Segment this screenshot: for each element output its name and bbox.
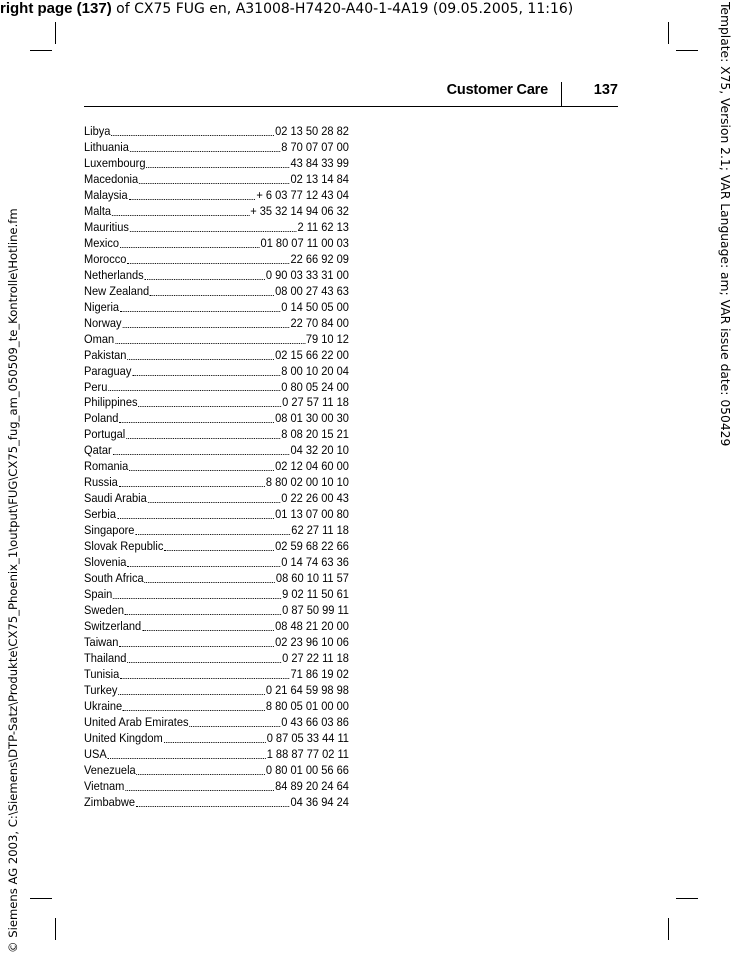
dot-leader — [117, 518, 274, 519]
country-name: Romania — [84, 459, 129, 474]
hotline-row — [84, 332, 349, 348]
document-info: of CX75 FUG en, A31008-H7420-A40-1-4A19 (09.05.2005, 11:16) — [111, 1, 574, 17]
dot-leader — [164, 550, 274, 551]
dot-leader — [115, 343, 305, 344]
country-name: Morocco — [84, 251, 127, 266]
country-name: Luxembourg — [84, 155, 146, 170]
hotline-row — [84, 539, 349, 555]
hotline-row — [84, 507, 349, 523]
hotline-row — [84, 603, 349, 619]
page-header — [84, 82, 618, 107]
dot-leader — [135, 534, 290, 535]
country-name: Paraguay — [84, 363, 132, 378]
crop-mark — [668, 918, 669, 940]
dot-leader — [118, 694, 265, 695]
hotline-row — [84, 316, 349, 332]
dot-leader — [139, 183, 290, 184]
country-name: Macedonia — [84, 171, 139, 186]
crop-mark — [55, 22, 56, 44]
dot-leader — [123, 710, 265, 711]
crop-mark — [668, 22, 669, 44]
phone-number: 22 70 84 00 — [290, 315, 349, 330]
dot-leader — [112, 215, 249, 216]
country-name: Mauritius — [84, 219, 129, 234]
hotline-row — [84, 236, 349, 252]
phone-number: 0 14 50 05 00 — [281, 299, 349, 314]
country-name: South Africa — [84, 571, 144, 586]
phone-number: 0 27 57 11 18 — [282, 395, 349, 410]
country-name: Norway — [84, 315, 122, 330]
country-name: Mexico — [84, 235, 120, 250]
country-name: Malaysia — [84, 187, 128, 202]
hotline-row — [84, 619, 349, 635]
country-name: Pakistan — [84, 347, 127, 362]
country-name: United Arab Emirates — [84, 714, 189, 729]
country-name: United Kingdom — [84, 730, 163, 745]
phone-number: 0 43 66 03 86 — [281, 714, 349, 729]
phone-number: 43 84 33 99 — [290, 155, 349, 170]
country-name: Venezuela — [84, 762, 136, 777]
country-name: Oman — [84, 331, 115, 346]
dot-leader — [127, 263, 289, 264]
hotline-row — [84, 284, 349, 300]
country-name: Qatar — [84, 443, 112, 458]
country-name: Taiwan — [84, 635, 119, 649]
hotline-row — [84, 475, 349, 491]
phone-number: 0 21 64 59 98 98 — [265, 682, 349, 697]
crop-mark — [676, 50, 698, 51]
country-name: Spain — [84, 587, 113, 602]
phone-number: 8 80 02 00 10 10 — [265, 475, 349, 490]
hotline-row — [84, 459, 349, 475]
phone-number: 8 00 10 20 04 — [281, 363, 349, 378]
phone-number: 02 13 14 84 — [290, 171, 349, 186]
section-title: Customer Care — [446, 82, 548, 98]
country-name: Tunisia — [84, 666, 120, 681]
phone-number: 0 22 26 00 43 — [281, 491, 349, 506]
phone-number: 02 23 96 10 06 — [275, 635, 349, 649]
country-name: Philippines — [84, 395, 138, 410]
country-name: Singapore — [84, 523, 135, 538]
hotline-row — [84, 124, 349, 140]
crop-mark — [30, 50, 52, 51]
hotline-row — [84, 587, 349, 603]
dot-leader — [130, 231, 297, 232]
country-name: Turkey — [84, 682, 118, 697]
hotline-row — [84, 172, 349, 188]
dot-leader — [127, 566, 280, 567]
country-name: Portugal — [84, 427, 126, 442]
dot-leader — [108, 758, 266, 759]
phone-number: + 35 32 14 94 06 32 — [250, 203, 349, 218]
hotline-row — [84, 427, 349, 443]
phone-number: 02 12 04 60 00 — [275, 459, 349, 474]
hotline-row — [84, 763, 349, 779]
phone-number: 04 36 94 24 — [290, 794, 349, 809]
crop-mark — [55, 918, 56, 940]
dot-leader — [113, 454, 290, 455]
country-name: New Zealand — [84, 283, 150, 298]
phone-number: 79 10 12 — [305, 331, 349, 346]
phone-number: 0 87 50 99 11 — [282, 603, 349, 618]
phone-number: 1 88 87 77 02 11 — [266, 746, 349, 761]
copyright-path: © Siemens AG 2003, C:\Siemens\DTP-Satz\Produkte\CX75_Phoenix_1\output\FUG\CX75_fug_am_050509_te_Kontrolle\Hotline.fm — [6, 208, 20, 953]
phone-number: 02 59 68 22 66 — [275, 539, 349, 554]
phone-number: 0 80 01 00 56 66 — [265, 762, 349, 777]
hotline-row — [84, 491, 349, 507]
hotline-row — [84, 795, 349, 811]
dot-leader — [119, 422, 274, 423]
country-name: Poland — [84, 411, 119, 426]
page-label: right page (137) — [0, 0, 112, 17]
phone-number: 08 01 30 00 30 — [275, 411, 349, 426]
phone-number: 8 70 07 07 00 — [281, 139, 349, 154]
dot-leader — [111, 135, 274, 136]
phone-number: 0 90 03 33 31 00 — [265, 267, 349, 282]
country-name: Switzerland — [84, 619, 142, 634]
hotline-row — [84, 555, 349, 571]
phone-number: 08 48 21 20 00 — [275, 619, 349, 634]
hotline-row — [84, 667, 349, 683]
hotline-row — [84, 651, 349, 667]
hotline-row — [84, 348, 349, 364]
hotline-row — [84, 747, 349, 763]
phone-number: 9 02 11 50 61 — [282, 587, 349, 602]
hotline-row — [84, 683, 349, 699]
dot-leader — [129, 199, 256, 200]
dot-leader — [129, 470, 274, 471]
dot-leader — [138, 406, 281, 407]
dot-leader — [125, 790, 274, 791]
phone-number: 0 80 05 24 00 — [281, 379, 349, 394]
phone-number: 62 27 11 18 — [291, 523, 349, 538]
dot-leader — [132, 375, 280, 376]
country-name: Libya — [84, 124, 111, 138]
hotline-row — [84, 300, 349, 316]
phone-number: 0 27 22 11 18 — [282, 650, 349, 665]
hotline-row — [84, 156, 349, 172]
dot-leader — [137, 774, 265, 775]
hotline-row — [84, 635, 349, 651]
hotline-row — [84, 699, 349, 715]
dot-leader — [142, 630, 274, 631]
dot-leader — [108, 390, 280, 391]
country-name: Peru — [84, 379, 108, 394]
hotline-row — [84, 380, 349, 396]
phone-number: 8 08 20 15 21 — [281, 427, 349, 442]
header-divider — [561, 82, 562, 106]
country-name: Vietnam — [84, 778, 125, 793]
phone-number: 02 15 66 22 00 — [275, 347, 349, 362]
hotline-row — [84, 204, 349, 220]
hotline-list — [84, 124, 349, 811]
dot-leader — [148, 502, 281, 503]
crop-mark — [676, 898, 698, 899]
dot-leader — [145, 582, 275, 583]
dot-leader — [126, 438, 280, 439]
hotline-row — [84, 571, 349, 587]
hotline-row — [84, 395, 349, 411]
phone-number: 04 32 20 10 — [290, 443, 349, 458]
hotline-row — [84, 779, 349, 795]
country-name: Ukraine — [84, 698, 123, 713]
country-name: Slovak Republic — [84, 539, 164, 554]
phone-number: 01 80 07 11 00 03 — [260, 235, 349, 250]
dot-leader — [164, 742, 266, 743]
crop-mark — [30, 898, 52, 899]
hotline-row — [84, 188, 349, 204]
country-name: Russia — [84, 475, 118, 490]
template-info: Template: X75, Version 2.1; VAR Language: am; VAR issue date: 050429 — [718, 2, 732, 447]
dot-leader — [136, 806, 290, 807]
hotline-row — [84, 140, 349, 156]
phone-number: 0 87 05 33 44 11 — [266, 730, 349, 745]
phone-number: + 6 03 77 12 43 04 — [256, 187, 349, 202]
dot-leader — [146, 167, 289, 168]
dot-leader — [120, 311, 280, 312]
phone-number: 71 86 19 02 — [290, 666, 349, 681]
dot-leader — [120, 247, 260, 248]
country-name: Slovenia — [84, 555, 127, 570]
phone-number: 8 80 05 01 00 00 — [265, 698, 349, 713]
country-name: USA — [84, 746, 107, 761]
dot-leader — [119, 646, 274, 647]
country-name: Thailand — [84, 650, 127, 665]
hotline-row — [84, 443, 349, 459]
page-number: 137 — [593, 82, 618, 98]
hotline-row — [84, 523, 349, 539]
dot-leader — [189, 726, 280, 727]
dot-leader — [150, 295, 274, 296]
phone-number: 08 00 27 43 63 — [275, 283, 349, 298]
dot-leader — [113, 598, 281, 599]
country-name: Malta — [84, 203, 112, 218]
country-name: Serbia — [84, 507, 116, 522]
dot-leader — [127, 662, 281, 663]
phone-number: 02 13 50 28 82 — [275, 124, 349, 138]
dot-leader — [130, 151, 281, 152]
dot-leader — [122, 327, 289, 328]
country-name: Nigeria — [84, 299, 120, 314]
phone-number: 01 13 07 00 80 — [275, 507, 349, 522]
dot-leader — [119, 486, 265, 487]
phone-number: 22 66 92 09 — [290, 251, 349, 266]
country-name: Zimbabwe — [84, 794, 136, 809]
phone-number: 08 60 10 11 57 — [275, 571, 349, 586]
country-name: Lithuania — [84, 139, 129, 154]
hotline-row — [84, 411, 349, 427]
country-name: Netherlands — [84, 267, 144, 282]
hotline-row — [84, 220, 349, 236]
hotline-row — [84, 252, 349, 268]
hotline-row — [84, 364, 349, 380]
print-header — [0, 0, 640, 18]
dot-leader — [120, 678, 289, 679]
phone-number: 2 11 62 13 — [297, 219, 349, 234]
hotline-row — [84, 731, 349, 747]
phone-number: 0 14 74 63 36 — [281, 555, 349, 570]
country-name: Sweden — [84, 603, 125, 618]
dot-leader — [125, 614, 281, 615]
country-name: Saudi Arabia — [84, 491, 147, 506]
dot-leader — [145, 279, 265, 280]
phone-number: 84 89 20 24 64 — [275, 778, 349, 793]
hotline-row — [84, 268, 349, 284]
hotline-row — [84, 715, 349, 731]
dot-leader — [127, 359, 274, 360]
